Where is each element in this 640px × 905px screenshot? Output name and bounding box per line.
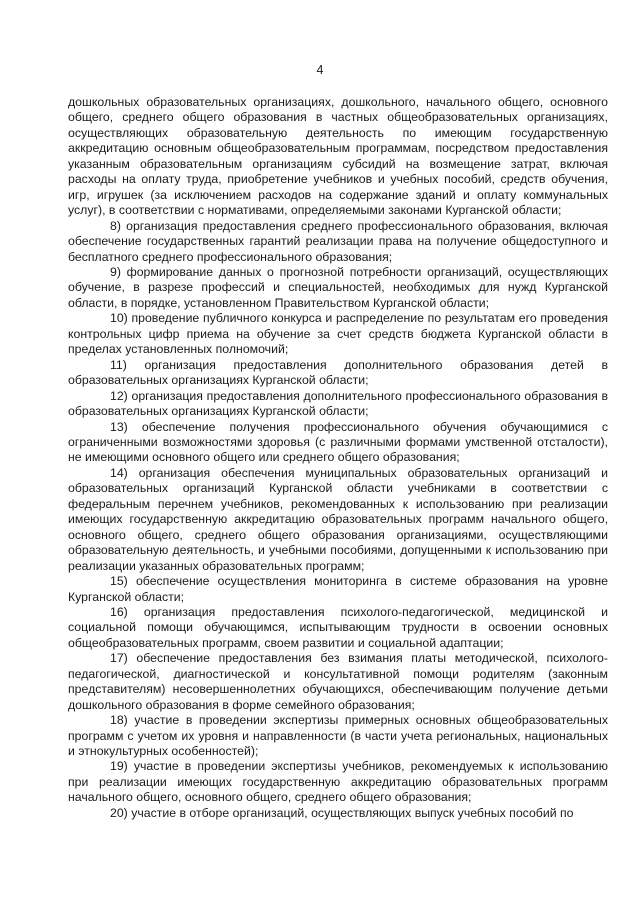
paragraph-item-15: 15) обеспечение осуществления мониторинга в системе образования на уровне Курганской области; xyxy=(68,574,608,604)
paragraph-item-10: 10) проведение публичного конкурса и распределение по результатам его проведения контрольных цифр приема на обучение за счет средств бюджета Курганской области в пределах установленных полномочий; xyxy=(68,311,608,357)
paragraph-item-20: 20) участие в отборе организаций, осуществляющих выпуск учебных пособий по xyxy=(110,805,574,820)
paragraph-item-11: 11) организация предоставления дополнительного образования детей в образовательных организациях Курганской области; xyxy=(68,357,608,388)
page-number: 4 xyxy=(316,63,324,77)
paragraph-item-16: 16) организация предоставления психолого-педагогической, медицинской и социальной помощи обучающимся, испытывающим трудности в освоении основных общеобразовательных программ, своем развитии и социальной адаптации; xyxy=(68,604,608,650)
paragraph-item-12: 12) организация предоставления дополнительного профессионального образования в образовательных организациях Курганской области; xyxy=(68,388,608,419)
document-body xyxy=(68,95,608,821)
paragraph-item-9: 9) формирование данных о прогнозной потребности организаций, осуществляющих обучение, в разрезе профессий и специальностей, необходимых для нужд Курганской области, в порядке, установленном Правительством Курганской области; xyxy=(68,264,608,310)
paragraph-item-13: 13) обеспечение получения профессионального обучения обучающимися с ограниченными возможностями здоровья (с различными формами умственной отсталости), не имеющими основного общего или среднего общего образования; xyxy=(68,419,608,465)
paragraph-item-18: 18) участие в проведении экспертизы примерных основных общеобразовательных программ с учетом их уровня и направленности (в части учета региональных, национальных и этнокультурных особенностей); xyxy=(68,713,608,759)
paragraph-item-8: 8) организация предоставления среднего профессионального образования, включая обеспечение государственных гарантий реализации права на получение общедоступного и бесплатного среднего профессионального образования; xyxy=(68,218,608,264)
paragraph-continuation: дошкольных образовательных организациях, дошкольного, начального общего, основного общего, среднего общего образования в частных общеобразовательных организациях, осуществляющих образовательную деятельность по имеющим государственную аккредитацию основным общеобразовательным программам, посредством предоставления указанным образовательным организациям субсидий на возмещение затрат, включая расходы на оплату труда, приобретение учебников и учебных пособий, средств обучения, игр, игрушек (за исключением расходов на содержание зданий и оплату коммунальных услуг), в соответствии с нормативами, определяемыми законами Курганской области; xyxy=(68,95,608,218)
paragraph-item-19: 19) участие в проведении экспертизы учебников, рекомендуемых к использованию при реализации имеющих государственную аккредитацию образовательных программ начального общего, основного общего, среднего общего образования; xyxy=(68,759,608,805)
paragraph-item-14: 14) организация обеспечения муниципальных образовательных организаций и образовательных организаций Курганской области учебниками в соответствии с федеральным перечнем учебников, рекомендованных к использованию при реализации имеющих государственную аккредитацию образовательных программ начального общего, основного общего, среднего общего образования организациями, осуществляющими образовательную деятельность, и учебными пособиями, допущенными к использованию при реализации указанных образовательных программ; xyxy=(68,465,608,573)
paragraph-item-17: 17) обеспечение предоставления без взимания платы методической, психолого-педагогической, диагностической и консультативной помощи родителям (законным представителям) несовершеннолетних обучающихся, обеспечивающим получение детьми дошкольного образования в форме семейного образования; xyxy=(68,651,608,712)
